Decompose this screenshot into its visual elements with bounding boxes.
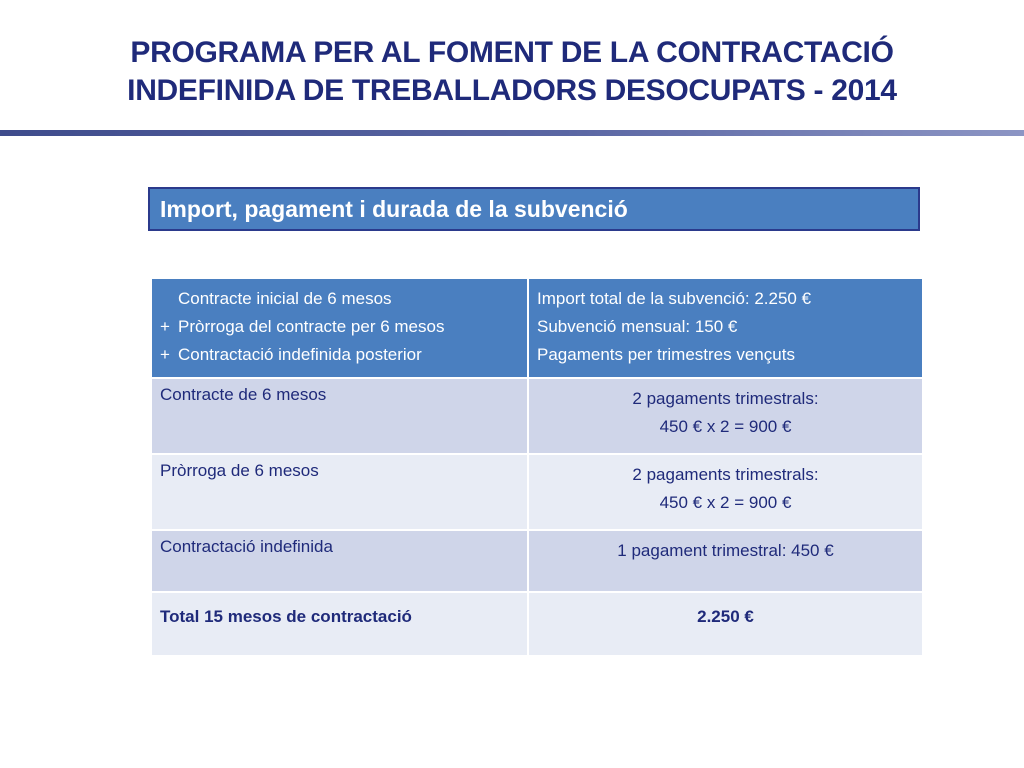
table-total-row: [151, 592, 923, 656]
header-stage-prefix: +: [160, 345, 170, 364]
header-summary-line: Pagaments per trimestres vençuts: [537, 345, 795, 364]
table-row: [151, 378, 923, 454]
section-heading: Import, pagament i durada de la subvenció: [148, 187, 920, 231]
row-value: [528, 454, 923, 530]
header-contract-stages: [151, 278, 528, 378]
row-value-line-2: 450 € x 2 = 900 €: [659, 493, 792, 512]
row-value-line-2: 450 € x 2 = 900 €: [659, 417, 792, 436]
header-stage-item: [160, 341, 519, 369]
header-stage-prefix: +: [160, 317, 170, 336]
row-value-line-1: 1 pagament trimestral: 450 €: [617, 541, 834, 560]
header-summary-line: Subvenció mensual: 150 €: [537, 317, 738, 336]
slide-title-line-2: INDEFINIDA DE TREBALLADORS DESOCUPATS - 2014: [127, 74, 897, 107]
total-label: Total 15 mesos de contractació: [151, 592, 528, 656]
table-header-row: [151, 278, 923, 378]
row-label: Contractació indefinida: [151, 530, 528, 592]
total-value: 2.250 €: [528, 592, 923, 656]
header-summary-line: Import total de la subvenció: 2.250 €: [537, 289, 812, 308]
slide-title: [0, 34, 1024, 110]
row-value: [528, 530, 923, 592]
row-value: [528, 378, 923, 454]
row-label: Contracte de 6 mesos: [151, 378, 528, 454]
row-label: Pròrroga de 6 mesos: [151, 454, 528, 530]
header-stage-item: [160, 313, 519, 341]
table-row: [151, 530, 923, 592]
header-stage-text: Contracte inicial de 6 mesos: [178, 289, 392, 308]
subsidy-table: [150, 277, 924, 657]
header-stage-item: [160, 285, 519, 313]
title-divider: [0, 130, 1024, 136]
header-stage-text: Pròrroga del contracte per 6 mesos: [178, 317, 445, 336]
row-value-line-1: 2 pagaments trimestrals:: [632, 465, 819, 484]
slide-title-line-1: PROGRAMA PER AL FOMENT DE LA CONTRACTACIÓ: [130, 36, 894, 69]
row-value-line-1: 2 pagaments trimestrals:: [632, 389, 819, 408]
header-stage-text: Contractació indefinida posterior: [178, 345, 422, 364]
header-subsidy-summary: [528, 278, 923, 378]
table-row: [151, 454, 923, 530]
